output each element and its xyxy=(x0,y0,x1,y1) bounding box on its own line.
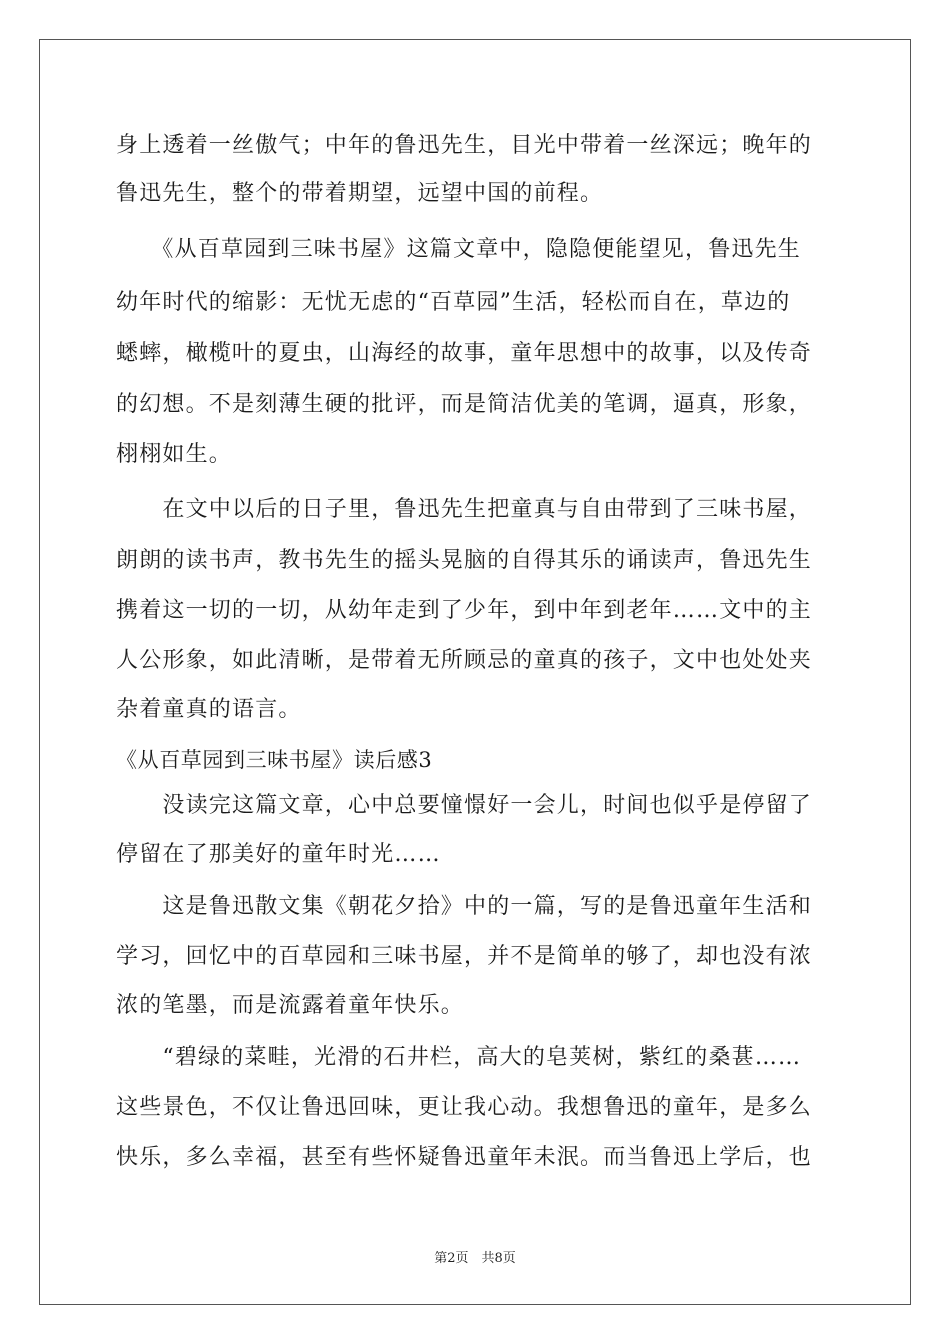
text-line: 鲁迅先生，整个的带着期望，远望中国的前程。 xyxy=(116,181,604,206)
text-line: 蟋蟀，橄榄叶的夏虫，山海经的故事，童年思想中的故事，以及传奇 xyxy=(116,341,813,366)
text-line: 的幻想。不是刻薄生硬的批评，而是简洁优美的笔调，逼真，形象， xyxy=(116,392,813,417)
text-line: 携着这一切的一切，从幼年走到了少年，到中年到老年……文中的主 xyxy=(116,598,813,623)
text-line: 停留在了那美好的童年时光…… xyxy=(116,842,441,867)
text-line: 学习，回忆中的百草园和三味书屋，并不是简单的够了，却也没有浓 xyxy=(116,944,813,969)
section-heading: 《从百草园到三味书屋》读后感3 xyxy=(116,748,433,772)
text-line: 这些景色，不仅让鲁迅回味，更让我心动。我想鲁迅的童年，是多么 xyxy=(116,1095,813,1120)
text-line: 在文中以后的日子里，鲁迅先生把童真与自由带到了三味书屋， xyxy=(116,497,813,522)
text-line: 《从百草园到三味书屋》这篇文章中，隐隐便能望见，鲁迅先生 xyxy=(116,237,802,262)
page-number-footer: 第2页 共8页 xyxy=(434,1251,516,1266)
text-line: 幼年时代的缩影：无忧无虑的“百草园”生活，轻松而自在，草边的 xyxy=(116,290,791,315)
text-line: 杂着童真的语言。 xyxy=(116,697,302,722)
text-line: 身上透着一丝傲气；中年的鲁迅先生，目光中带着一丝深远；晚年的 xyxy=(116,133,813,158)
text-line: 快乐，多么幸福，甚至有些怀疑鲁迅童年未泯。而当鲁迅上学后，也 xyxy=(116,1145,813,1170)
text-line: 栩栩如生。 xyxy=(116,442,233,467)
text-line: “碧绿的菜畦，光滑的石井栏，高大的皂荚树，紫红的桑葚…… xyxy=(116,1045,802,1070)
text-line: 没读完这篇文章，心中总要憧憬好一会儿，时间也似乎是停留了 xyxy=(116,793,813,818)
text-line: 浓的笔墨，而是流露着童年快乐。 xyxy=(116,993,465,1018)
text-line: 这是鲁迅散文集《朝花夕拾》中的一篇，写的是鲁迅童年生活和 xyxy=(116,894,813,919)
text-line: 人公形象，如此清晰，是带着无所顾忌的童真的孩子，文中也处处夹 xyxy=(116,648,813,673)
text-line: 朗朗的读书声，教书先生的摇头晃脑的自得其乐的诵读声，鲁迅先生 xyxy=(116,548,813,573)
